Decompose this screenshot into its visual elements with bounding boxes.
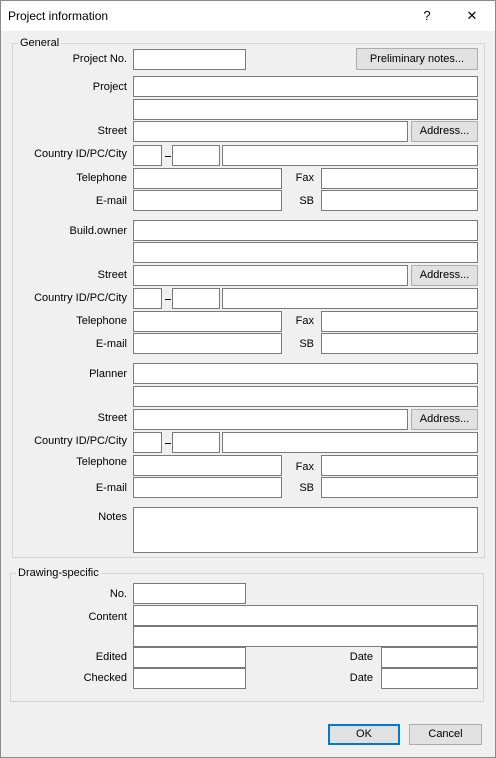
- owner-city-input[interactable]: [222, 288, 478, 309]
- project-no-input[interactable]: [133, 49, 246, 70]
- close-icon[interactable]: ✕: [466, 8, 478, 23]
- build-owner-label: Build.owner: [69, 225, 127, 237]
- project-telephone-input[interactable]: [133, 168, 282, 189]
- window-title: Project information: [8, 9, 109, 23]
- planner-sb-label: SB: [299, 482, 314, 494]
- project-no-label: Project No.: [72, 53, 127, 65]
- owner-sb-input[interactable]: [321, 333, 478, 354]
- project-address-button[interactable]: Address...: [411, 121, 478, 142]
- project-email-input[interactable]: [133, 190, 282, 211]
- planner-input-1[interactable]: [133, 363, 478, 384]
- project-country-label: Country ID/PC/City: [34, 148, 127, 160]
- planner-city-input[interactable]: [222, 432, 478, 453]
- project-postcode-input[interactable]: [172, 145, 220, 166]
- general-legend: General: [20, 37, 60, 49]
- planner-street-input[interactable]: [133, 409, 408, 430]
- ok-button[interactable]: OK: [328, 724, 400, 745]
- planner-email-input[interactable]: [133, 477, 282, 498]
- edited-input[interactable]: [133, 647, 246, 668]
- edited-label: Edited: [95, 651, 127, 663]
- project-email-label: E-mail: [95, 195, 127, 207]
- checked-date-label: Date: [349, 672, 373, 684]
- project-street-input[interactable]: [133, 121, 408, 142]
- owner-street-label: Street: [97, 269, 127, 281]
- drawing-no-input[interactable]: [133, 583, 246, 604]
- notes-label: Notes: [98, 511, 127, 523]
- project-name-input-1[interactable]: [133, 76, 478, 97]
- content-input-2[interactable]: [133, 626, 478, 647]
- project-label: Project: [92, 81, 127, 93]
- planner-fax-label: Fax: [295, 461, 314, 473]
- owner-address-button[interactable]: Address...: [411, 265, 478, 286]
- project-sb-input[interactable]: [321, 190, 478, 211]
- planner-label: Planner: [89, 368, 127, 380]
- title-bar: [0, 0, 496, 31]
- dash-separator: [165, 443, 171, 444]
- planner-country-label: Country ID/PC/City: [34, 435, 127, 447]
- drawing-no-label: No.: [109, 588, 127, 600]
- owner-sb-label: SB: [299, 338, 314, 350]
- owner-country-label: Country ID/PC/City: [34, 292, 127, 304]
- planner-sb-input[interactable]: [321, 477, 478, 498]
- drawing-specific-legend: Drawing-specific: [18, 567, 99, 579]
- content-input-1[interactable]: [133, 605, 478, 626]
- project-fax-label: Fax: [295, 172, 314, 184]
- owner-fax-label: Fax: [295, 315, 314, 327]
- planner-country-id-input[interactable]: [133, 432, 162, 453]
- content-label: Content: [88, 611, 127, 623]
- dash-separator: [165, 156, 171, 157]
- project-fax-input[interactable]: [321, 168, 478, 189]
- project-country-id-input[interactable]: [133, 145, 162, 166]
- checked-input[interactable]: [133, 668, 246, 689]
- owner-street-input[interactable]: [133, 265, 408, 286]
- project-telephone-label: Telephone: [76, 172, 127, 184]
- cancel-button[interactable]: Cancel: [409, 724, 482, 745]
- owner-email-input[interactable]: [133, 333, 282, 354]
- planner-telephone-input[interactable]: [133, 455, 282, 476]
- project-street-label: Street: [97, 125, 127, 137]
- build-owner-input-2[interactable]: [133, 242, 478, 263]
- planner-address-button[interactable]: Address...: [411, 409, 478, 430]
- planner-postcode-input[interactable]: [172, 432, 220, 453]
- notes-textarea[interactable]: [133, 507, 478, 553]
- planner-email-label: E-mail: [95, 482, 127, 494]
- owner-telephone-label: Telephone: [76, 315, 127, 327]
- checked-label: Checked: [83, 672, 127, 684]
- project-name-input-2[interactable]: [133, 99, 478, 120]
- build-owner-input-1[interactable]: [133, 220, 478, 241]
- owner-email-label: E-mail: [95, 338, 127, 350]
- checked-date-input[interactable]: [381, 668, 478, 689]
- edited-date-input[interactable]: [381, 647, 478, 668]
- preliminary-notes-button[interactable]: Preliminary notes...: [356, 48, 478, 70]
- planner-fax-input[interactable]: [321, 455, 478, 476]
- planner-street-label: Street: [97, 412, 127, 424]
- owner-country-id-input[interactable]: [133, 288, 162, 309]
- planner-input-2[interactable]: [133, 386, 478, 407]
- owner-postcode-input[interactable]: [172, 288, 220, 309]
- project-sb-label: SB: [299, 195, 314, 207]
- planner-telephone-label: Telephone: [76, 456, 127, 468]
- owner-fax-input[interactable]: [321, 311, 478, 332]
- edited-date-label: Date: [349, 651, 373, 663]
- dash-separator: [165, 299, 171, 300]
- owner-telephone-input[interactable]: [133, 311, 282, 332]
- project-city-input[interactable]: [222, 145, 478, 166]
- help-icon[interactable]: ?: [423, 8, 431, 23]
